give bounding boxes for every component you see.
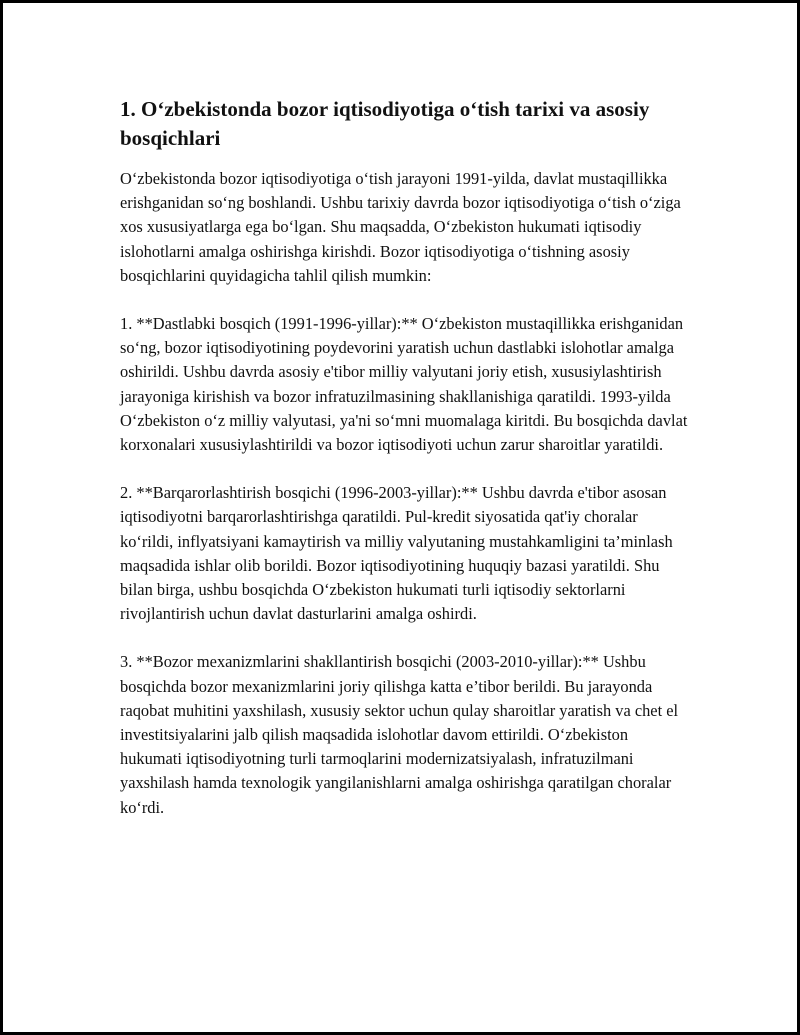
document-body	[120, 95, 690, 844]
stage-1-paragraph: 1. **Dastlabki bosqich (1991-1996-yillar):** O‘zbekiston mustaqillikka erishganidan so‘ng, bozor iqtisodiyotining poydevorini yaratish uchun dastlabki islohotlar amalga oshirildi. Ushbu davrda asosiy e'tibor milliy valyutani joriy etish, xususiylashtirish jarayoniga kirishish va bozor infratuzilmasining shakllanishiga qaratildi. 1993-yilda O‘zbekiston o‘z milliy valyutasi, ya'ni so‘mni muomalaga kiritdi. Bu bosqichda davlat korxonalari xususiylashtirildi va bozor iqtisodiyoti uchun zarur sharoitlar yaratildi.	[120, 314, 688, 455]
intro-paragraph: O‘zbekistonda bozor iqtisodiyotiga o‘tish jarayoni 1991-yilda, davlat mustaqillikka erishganidan so‘ng boshlandi. Ushbu tarixiy davrda bozor iqtisodiyotiga o‘tish o‘ziga xos xususiyatlarga ega bo‘lgan. Shu maqsadda, O‘zbekiston hukumati iqtisodiy islohotlarni amalga oshirishga kirishdi. Bozor iqtisodiyotiga o‘tishning asosiy bosqichlarini quyidagicha tahlil qilish mumkin:	[120, 169, 681, 285]
stage-2-paragraph: 2. **Barqarorlashtirish bosqichi (1996-2003-yillar):** Ushbu davrda e'tibor asosan iqtisodiyotni barqarorlashtirishga qaratildi. Pul-kredit siyosatida qat'iy choralar ko‘rildi, inflyatsiyani kamaytirish va milliy valyutaning mustahkamligini ta’minlash maqsadida ishlar olib borildi. Bozor iqtisodiyotining huquqiy bazasi yaratildi. Shu bilan birga, ushbu bosqichda O‘zbekiston hukumati turli iqtisodiy sektorlarni rivojlantirish uchun davlat dasturlarini amalga oshirdi.	[120, 483, 673, 624]
stage-3-paragraph: 3. **Bozor mexanizmlarini shakllantirish bosqichi (2003-2010-yillar):** Ushbu bosqichda bozor mexanizmlarini joriy qilishga katta e’tibor berildi. Bu jarayonda raqobat muhitini yaxshilash, xususiy sektor uchun qulay sharoitlar yaratish va chet el investitsiyalarini jalb qilish maqsadida islohotlar davom ettirildi. O‘zbekiston hukumati iqtisodiyotning turli tarmoqlarini modernizatsiyalash, infratuzilmani yaxshilash hamda texnologik yangilanishlarni amalga oshirishga qaratilgan choralar ko‘rdi.	[120, 652, 679, 817]
section-title: 1. O‘zbekistonda bozor iqtisodiyotiga o‘tish tarixi va asosiy bosqichlari	[120, 97, 650, 150]
